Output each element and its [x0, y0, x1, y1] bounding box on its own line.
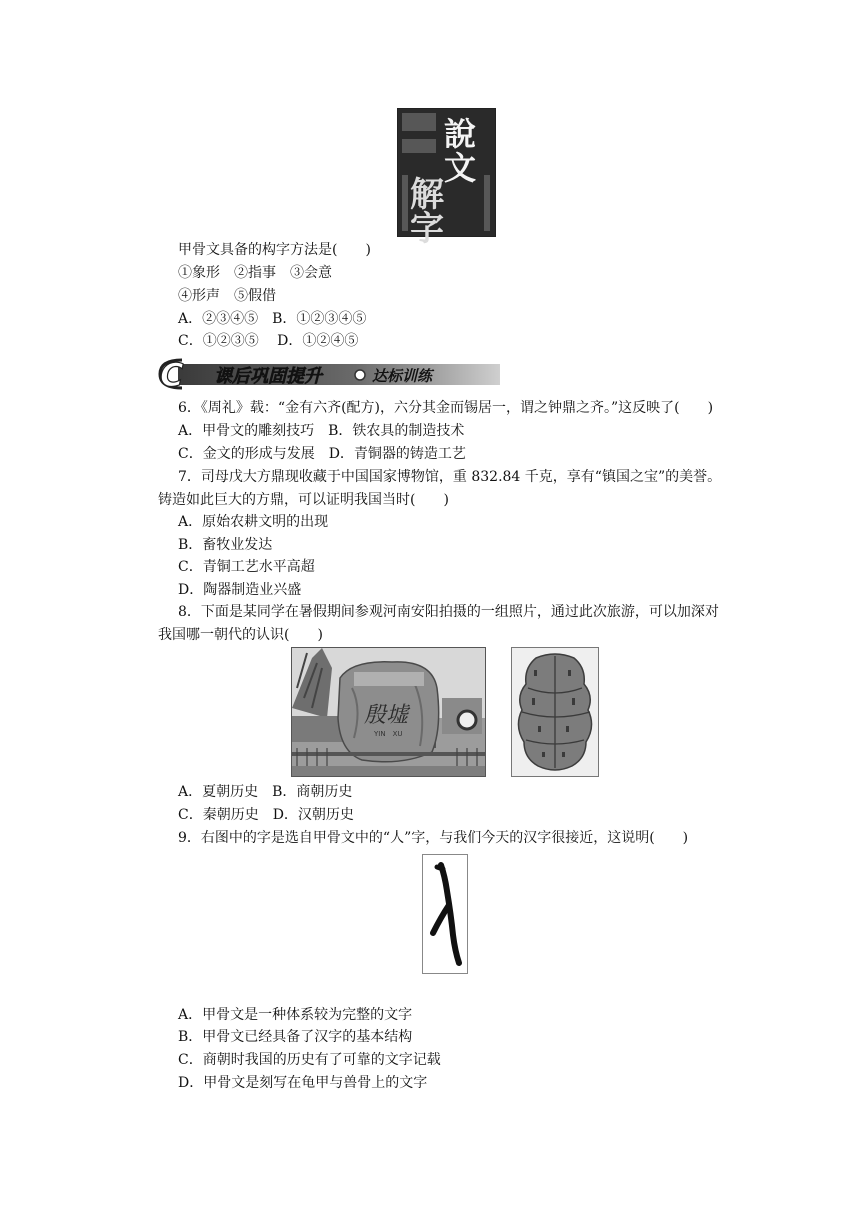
q6-options-row2: C．金文的形成与发展 D．青铜器的铸造工艺 [178, 446, 466, 462]
banner-title: 课后巩固提升 [214, 366, 322, 387]
book-char-3: 解 [410, 175, 444, 215]
q6-options-row1: A．甲骨文的雕刻技巧 B．铁农具的制造技术 [178, 423, 465, 439]
stone-pinyin: YIN XU [374, 730, 403, 738]
banner-letter: C [160, 358, 184, 390]
q8-options-row2: C．秦朝历史 D．汉朝历史 [178, 807, 354, 823]
section-banner [156, 358, 500, 390]
intro-options-row1: A．②③④⑤ B．①②③④⑤ [178, 311, 367, 327]
q7-stem-line1: 7．司母戊大方鼎现收藏于中国国家博物馆，重 832.84 千克，享有“镇国之宝”的美誉。 [178, 469, 722, 485]
q9-option-a: A．甲骨文是一种体系较为完整的文字 [178, 1007, 413, 1023]
stone-inscription: 殷墟 [364, 703, 409, 728]
shuowen-jiezi-book-image [397, 108, 496, 249]
banner-subtitle: 达标训练 [372, 367, 433, 385]
banner-dot-icon [355, 370, 365, 380]
q9-option-c: C．商朝时我国的历史有了可靠的文字记载 [178, 1052, 441, 1068]
q8-stem-line2: 我国哪一朝代的认识( ) [158, 627, 323, 643]
oracle-turtle-shell-photo [511, 647, 599, 777]
q8-stem-line1: 8．下面是某同学在暑假期间参观河南安阳拍摄的一组照片，通过此次旅游，可以加深对 [178, 604, 719, 620]
q8-options-row1: A．夏朝历史 B．商朝历史 [178, 784, 353, 800]
q7-stem-line2: 铸造如此巨大的方鼎，可以证明我国当时( ) [158, 492, 449, 508]
q7-option-d: D．陶器制造业兴盛 [178, 582, 302, 598]
intro-options-row2: C．①②③⑤ D．①②④⑤ [178, 333, 359, 349]
q9-option-b: B．甲骨文已经具备了汉字的基本结构 [178, 1029, 413, 1045]
yinxu-stone-photo [291, 647, 486, 777]
q9-option-d: D．甲骨文是刻写在龟甲与兽骨上的文字 [178, 1075, 428, 1091]
book-char-4: 字 [410, 209, 444, 249]
q7-option-c: C．青铜工艺水平高超 [178, 559, 315, 575]
book-char-2: 文 [444, 149, 477, 187]
oracle-ren-character-image [422, 854, 468, 974]
q7-option-a: A．原始农耕文明的出现 [178, 514, 329, 530]
intro-question-stem: 甲骨文具备的构字方法是( ) [178, 242, 371, 258]
q9-stem: 9．右图中的字是选自甲骨文中的“人”字，与我们今天的汉字很接近，这说明( ) [178, 830, 689, 846]
intro-items-row2: ④形声 ⑤假借 [178, 288, 276, 304]
q7-option-b: B．畜牧业发达 [178, 537, 273, 553]
book-char-1: 說 [444, 115, 477, 153]
intro-items-row1: ①象形 ②指事 ③会意 [178, 265, 332, 281]
q6-stem: 6．《周礼》载：“金有六齐(配方)，六分其金而锡居一，谓之钟鼎之齐。”这反映了( ) [178, 400, 714, 416]
